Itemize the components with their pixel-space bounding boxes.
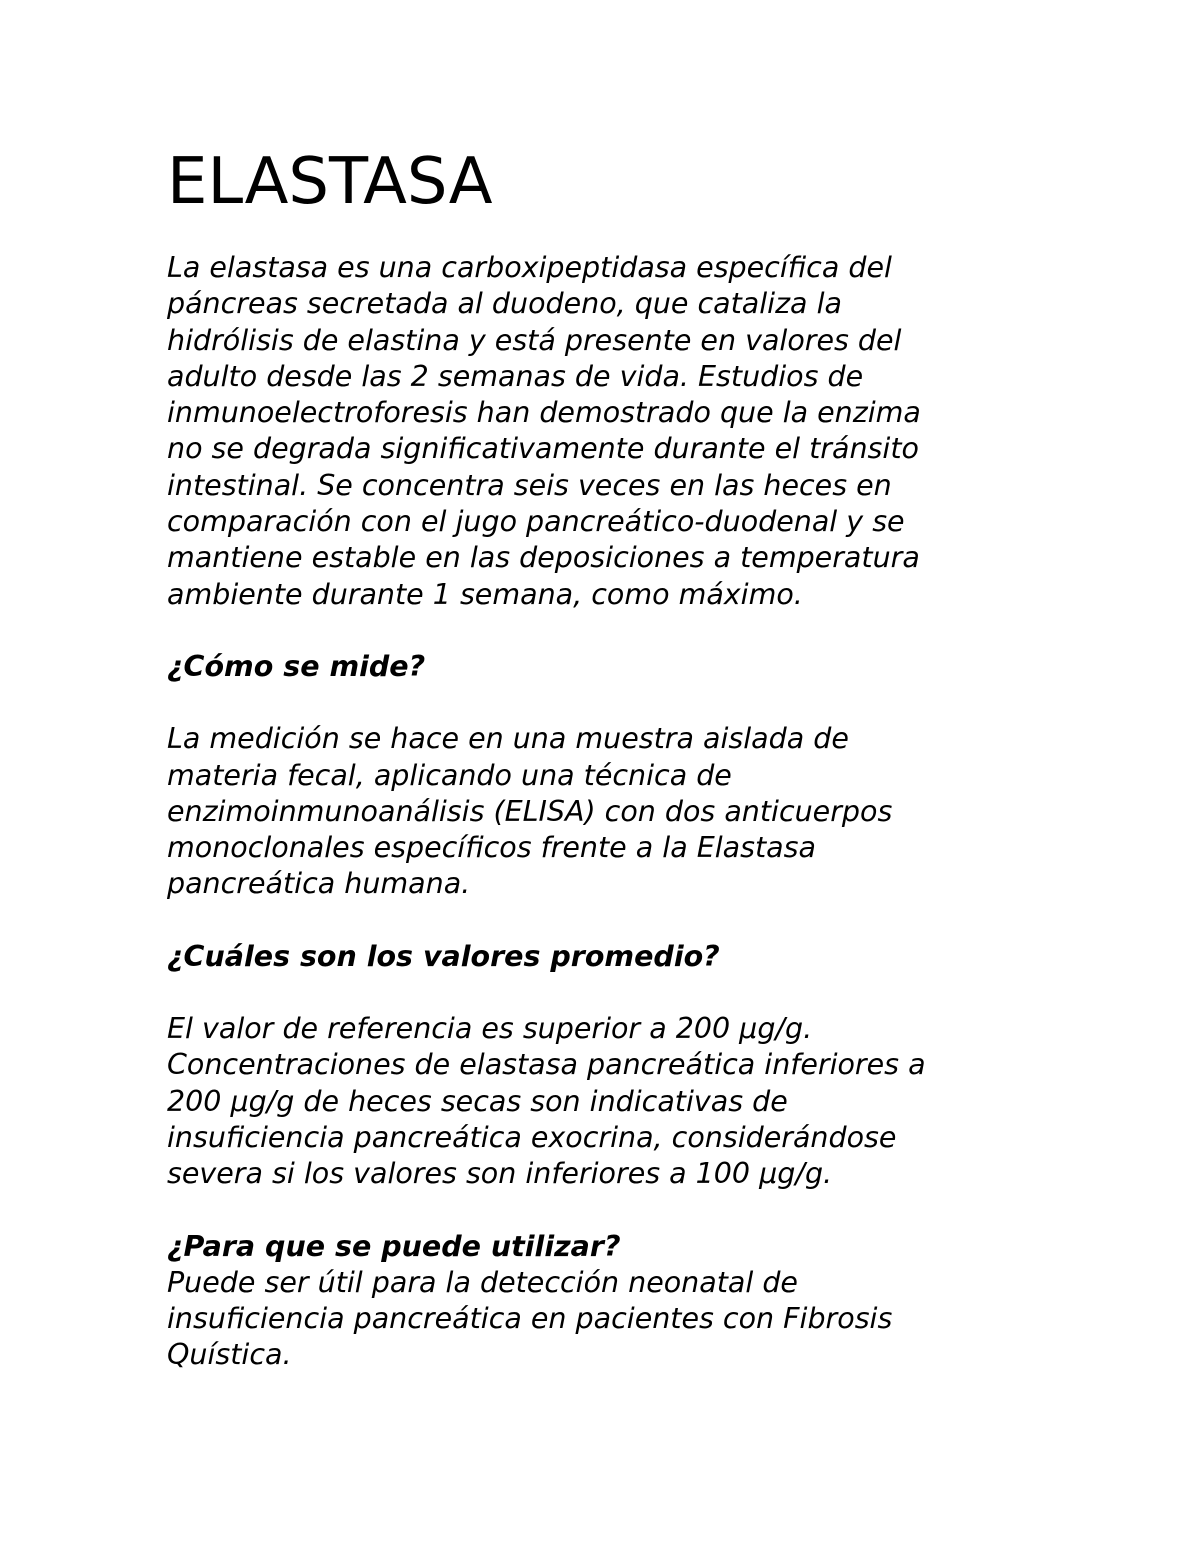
measure-paragraph <box>167 721 1047 902</box>
values-paragraph <box>167 1011 1047 1192</box>
intro-line: adulto desde las 2 semanas de vida. Estudios de <box>167 359 864 393</box>
measure-line: pancreática humana. <box>167 867 471 901</box>
document-body <box>167 142 1047 1374</box>
measure-line: materia fecal, aplicando una técnica de <box>167 758 732 792</box>
measure-line: monoclonales específicos frente a la Elastasa <box>167 831 816 865</box>
use-line: Puede ser útil para la detección neonatal de <box>167 1265 798 1299</box>
section-heading-measure: ¿Cómo se mide? <box>167 649 426 683</box>
intro-line: inmunoelectroforesis han demostrado que la enzima <box>167 396 921 430</box>
use-line: Quística. <box>167 1338 292 1372</box>
intro-line: no se degrada significativamente durante el tránsito <box>167 432 919 466</box>
values-line: 200 µg/g de heces secas son indicativas de <box>167 1084 788 1118</box>
intro-line: ambiente durante 1 semana, como máximo. <box>167 577 803 611</box>
values-line: El valor de referencia es superior a 200 µg/g. <box>167 1012 813 1046</box>
section-heading-use: ¿Para que se puede utilizar? <box>167 1229 621 1263</box>
intro-line: intestinal. Se concentra seis veces en las heces en <box>167 468 892 502</box>
use-line: insuficiencia pancreática en pacientes con Fibrosis <box>167 1302 893 1336</box>
intro-paragraph <box>167 250 1047 613</box>
measure-line: enzimoinmunoanálisis (ELISA) con dos anticuerpos <box>167 794 893 828</box>
document-title: ELASTASA <box>167 145 493 219</box>
values-line: insuficiencia pancreática exocrina, considerándose <box>167 1120 897 1154</box>
intro-line: La elastasa es una carboxipeptidasa específica del <box>167 251 892 284</box>
use-paragraph <box>167 1265 1047 1374</box>
values-line: Concentraciones de elastasa pancreática inferiores a <box>167 1048 926 1082</box>
values-line: severa si los valores son inferiores a 100 µg/g. <box>167 1157 833 1191</box>
intro-line: hidrólisis de elastina y está presente en valores del <box>167 323 902 357</box>
intro-line: mantiene estable en las deposiciones a temperatura <box>167 541 920 575</box>
intro-line: comparación con el jugo pancreático-duodenal y se <box>167 505 905 539</box>
measure-line: La medición se hace en una muestra aislada de <box>167 722 849 756</box>
section-heading-values: ¿Cuáles son los valores promedio? <box>167 939 720 973</box>
intro-line: páncreas secretada al duodeno, que cataliza la <box>167 287 842 321</box>
